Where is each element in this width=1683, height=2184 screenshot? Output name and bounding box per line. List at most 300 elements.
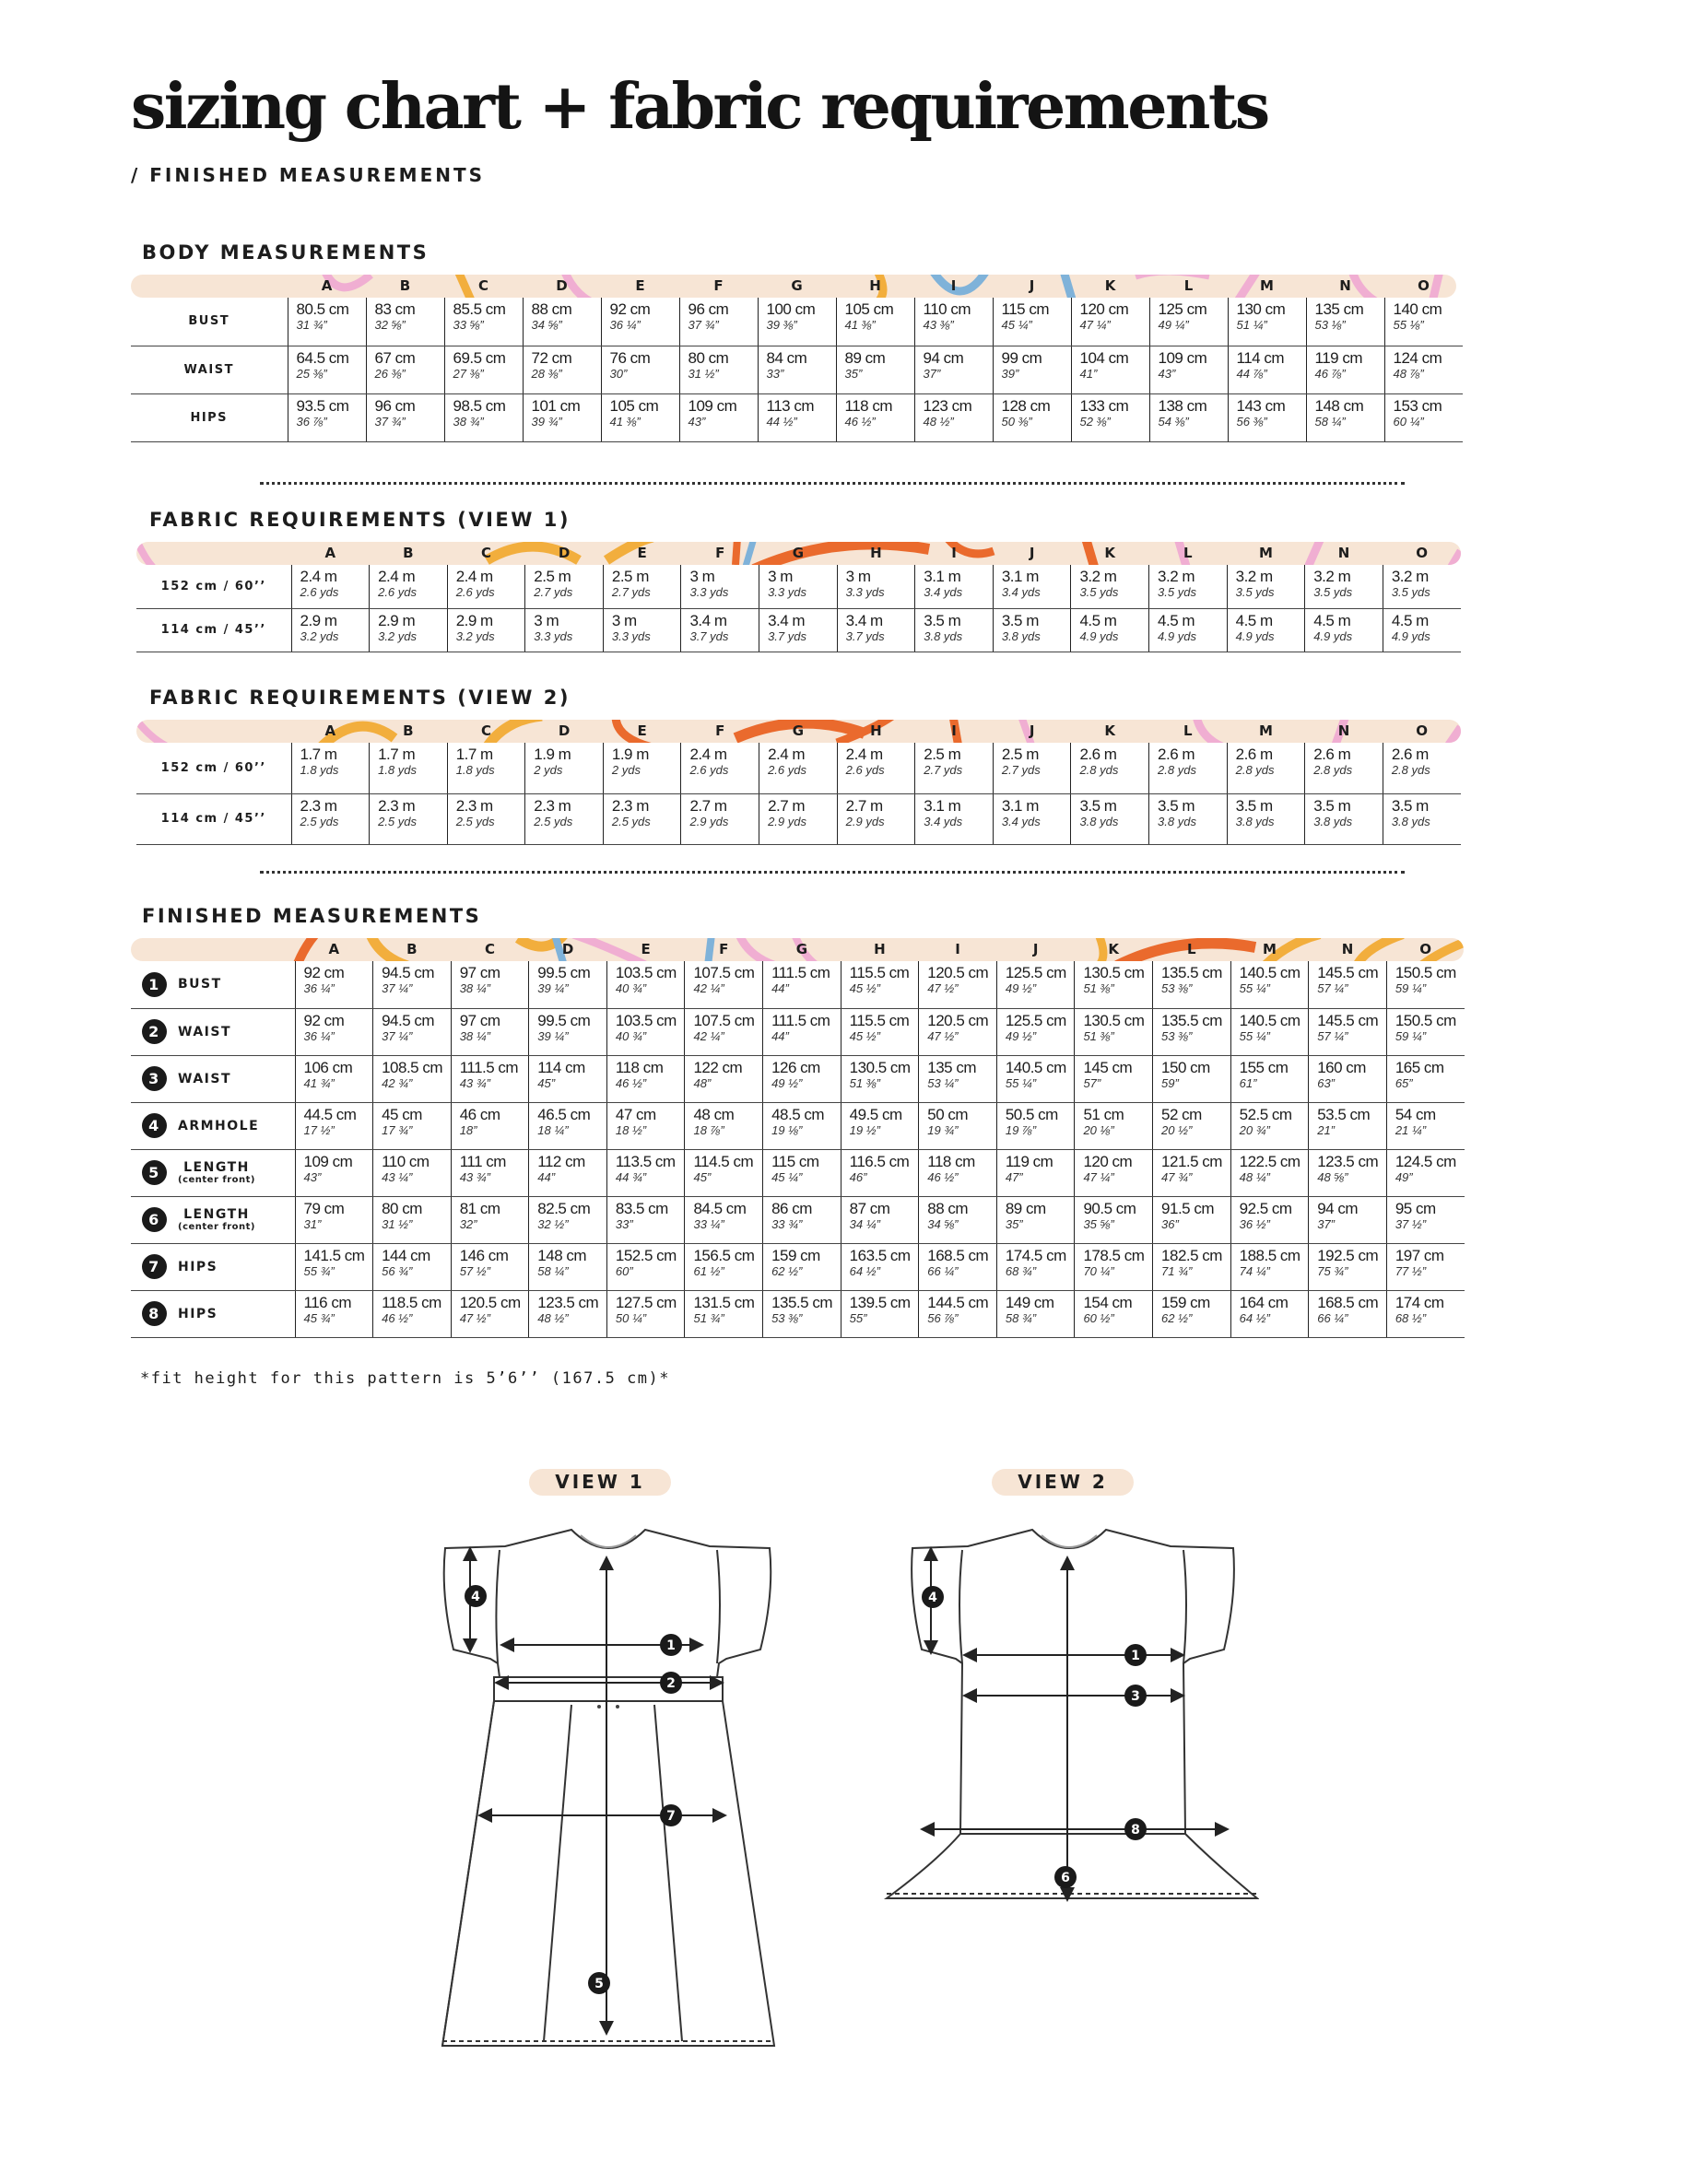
metric-value: 2.3 m bbox=[300, 796, 337, 815]
table-cell bbox=[1306, 393, 1384, 441]
size-header-label: N bbox=[1337, 545, 1350, 561]
metric-value: 3.4 m bbox=[689, 611, 727, 629]
metric-value: 2.5 m bbox=[1001, 746, 1039, 763]
metric-value: 3.5 m bbox=[1158, 796, 1195, 815]
row-label: HIPS bbox=[131, 393, 288, 441]
imperial-value: 59” bbox=[1161, 1075, 1179, 1090]
metric-value: 144.5 cm bbox=[927, 1293, 989, 1311]
table-cell bbox=[1230, 1008, 1309, 1055]
metric-value: 109 cm bbox=[1158, 348, 1207, 367]
imperial-value: 62 ½” bbox=[1161, 1310, 1193, 1325]
row-label bbox=[131, 1102, 295, 1149]
imperial-value: 3.3 yds bbox=[611, 628, 651, 643]
imperial-value: 55” bbox=[849, 1310, 867, 1325]
table-cell bbox=[841, 1290, 919, 1337]
imperial-value: 56 ⅞” bbox=[927, 1310, 959, 1325]
table-cell bbox=[291, 793, 370, 844]
imperial-value: 4.9 yds bbox=[1079, 628, 1119, 643]
table-cell bbox=[451, 1290, 529, 1337]
metric-value: 3.5 m bbox=[1235, 796, 1273, 815]
metric-value: 3.2 m bbox=[1235, 568, 1273, 585]
imperial-value: 47 ½” bbox=[459, 1310, 490, 1325]
table-cell bbox=[763, 1196, 842, 1243]
row-label: WAIST bbox=[131, 346, 288, 393]
imperial-value: 31 ¾” bbox=[296, 318, 327, 332]
imperial-value: 35 ⅝” bbox=[1083, 1216, 1114, 1231]
metric-value: 2.7 m bbox=[768, 796, 806, 815]
imperial-value: 32” bbox=[459, 1216, 477, 1231]
imperial-value: 3.5 yds bbox=[1313, 585, 1353, 599]
imperial-value: 41 ⅜” bbox=[609, 414, 641, 429]
metric-value: 2.7 m bbox=[845, 796, 883, 815]
imperial-value: 75 ¾” bbox=[1317, 1263, 1348, 1278]
metric-value: 150.5 cm bbox=[1395, 1011, 1456, 1029]
size-header-label: I bbox=[950, 277, 957, 294]
imperial-value: 74 ¼” bbox=[1239, 1263, 1270, 1278]
table-cell bbox=[366, 346, 444, 393]
imperial-value: 2.6 yds bbox=[768, 763, 806, 777]
table-cell bbox=[370, 743, 448, 793]
imperial-value: 2.6 yds bbox=[845, 763, 885, 777]
size-header-label: N bbox=[1337, 722, 1350, 739]
table-cell bbox=[1386, 1008, 1465, 1055]
table-cell bbox=[606, 961, 685, 1008]
imperial-value: 42 ¾” bbox=[382, 1075, 413, 1090]
metric-value: 105 cm bbox=[609, 396, 659, 415]
metric-value: 120 cm bbox=[1083, 1152, 1133, 1170]
metric-value: 154 cm bbox=[1083, 1293, 1133, 1311]
metric-value: 1.7 m bbox=[455, 746, 493, 763]
table-cell bbox=[993, 346, 1071, 393]
metric-value: 3.1 m bbox=[1001, 796, 1039, 815]
imperial-value: 60 ½” bbox=[1083, 1310, 1114, 1325]
table-cell bbox=[679, 393, 758, 441]
metric-value: 89 cm bbox=[844, 348, 886, 367]
size-header-label: C bbox=[480, 722, 491, 739]
metric-value: 95 cm bbox=[1395, 1199, 1436, 1217]
table-cell bbox=[606, 1196, 685, 1243]
imperial-value: 46 ½” bbox=[927, 1169, 959, 1184]
fabric-view1-table bbox=[136, 565, 1461, 652]
imperial-value: 36 ½” bbox=[1239, 1216, 1270, 1231]
imperial-value: 53 ⅜” bbox=[1161, 981, 1193, 995]
metric-value: 81 cm bbox=[459, 1199, 500, 1217]
table-cell bbox=[1230, 1196, 1309, 1243]
metric-value: 3.4 m bbox=[768, 611, 806, 629]
row-label: 114 cm / 45’’ bbox=[136, 793, 291, 844]
table-cell bbox=[1227, 608, 1305, 652]
metric-value: 121.5 cm bbox=[1161, 1152, 1222, 1170]
imperial-value: 48 ¼” bbox=[1239, 1169, 1270, 1184]
metric-value: 3.2 m bbox=[1391, 568, 1429, 585]
imperial-value: 2.8 yds bbox=[1391, 763, 1430, 777]
table-cell bbox=[1309, 1055, 1387, 1102]
table-cell bbox=[841, 1243, 919, 1290]
table-cell bbox=[1230, 1243, 1309, 1290]
table-cell bbox=[1149, 346, 1228, 393]
imperial-value: 70 ¼” bbox=[1083, 1263, 1114, 1278]
table-cell bbox=[919, 961, 997, 1008]
imperial-value: 18 ½” bbox=[615, 1122, 647, 1137]
metric-value: 2.6 m bbox=[1158, 746, 1195, 763]
metric-value: 100 cm bbox=[766, 300, 816, 318]
table-cell bbox=[763, 1055, 842, 1102]
metric-value: 133 cm bbox=[1079, 396, 1129, 415]
imperial-value: 57 ½” bbox=[459, 1263, 490, 1278]
imperial-value: 37 ¾” bbox=[374, 414, 406, 429]
imperial-value: 33 ⅝” bbox=[453, 318, 484, 332]
table-cell bbox=[1075, 1055, 1153, 1102]
metric-value: 174.5 cm bbox=[1005, 1246, 1066, 1264]
table-cell bbox=[996, 1196, 1075, 1243]
imperial-value: 19 ½” bbox=[849, 1122, 880, 1137]
metric-value: 3.5 m bbox=[1079, 796, 1117, 815]
imperial-value: 36 ⅞” bbox=[296, 414, 327, 429]
imperial-value: 56 ⅜” bbox=[1236, 414, 1267, 429]
imperial-value: 49” bbox=[1395, 1169, 1413, 1184]
marker-label: 4 bbox=[928, 1591, 937, 1605]
metric-value: 80 cm bbox=[688, 348, 729, 367]
table-cell bbox=[685, 1196, 763, 1243]
metric-value: 4.5 m bbox=[1313, 611, 1351, 629]
imperial-value: 36 ¼” bbox=[303, 981, 335, 995]
table-cell bbox=[601, 393, 679, 441]
size-header-label: I bbox=[955, 941, 960, 957]
metric-value: 145.5 cm bbox=[1317, 1011, 1379, 1029]
size-header-label: D bbox=[558, 545, 571, 561]
metric-value: 122 cm bbox=[693, 1058, 743, 1076]
imperial-value: 45 ¼” bbox=[1001, 318, 1032, 332]
imperial-value: 39 ¼” bbox=[537, 981, 569, 995]
imperial-value: 4.9 yds bbox=[1158, 628, 1196, 643]
table-cell bbox=[451, 1102, 529, 1149]
table-cell bbox=[1386, 961, 1465, 1008]
imperial-value: 31 ½” bbox=[382, 1216, 413, 1231]
table-cell bbox=[447, 565, 525, 608]
table-cell bbox=[1305, 608, 1383, 652]
metric-value: 140.5 cm bbox=[1005, 1058, 1066, 1076]
imperial-value: 3.5 yds bbox=[1079, 585, 1119, 599]
row-label-text bbox=[178, 1160, 255, 1185]
metric-value: 2.6 m bbox=[1313, 746, 1351, 763]
metric-value: 104 cm bbox=[1079, 348, 1129, 367]
metric-value: 138 cm bbox=[1158, 396, 1207, 415]
metric-value: 2.6 m bbox=[1079, 746, 1117, 763]
table-cell bbox=[1230, 1055, 1309, 1102]
row-label bbox=[131, 961, 295, 1008]
table-cell bbox=[523, 298, 601, 346]
imperial-value: 49 ½” bbox=[1005, 981, 1037, 995]
metric-value: 80.5 cm bbox=[296, 300, 349, 318]
metric-value: 2.5 m bbox=[534, 568, 571, 585]
imperial-value: 60” bbox=[615, 1263, 633, 1278]
size-header-label: N bbox=[1341, 941, 1354, 957]
fabric-view2-section bbox=[136, 687, 1461, 845]
row-label-text bbox=[178, 1207, 255, 1232]
table-cell bbox=[996, 1008, 1075, 1055]
imperial-value: 46 ½” bbox=[615, 1075, 647, 1090]
table-cell bbox=[841, 1149, 919, 1196]
table-cell bbox=[1309, 1196, 1387, 1243]
imperial-value: 47 ¾” bbox=[1161, 1169, 1193, 1184]
table-cell bbox=[681, 608, 759, 652]
table-cell bbox=[685, 1243, 763, 1290]
imperial-value: 3.5 yds bbox=[1235, 585, 1275, 599]
size-header-label: G bbox=[792, 545, 805, 561]
imperial-value: 3.8 yds bbox=[1391, 814, 1430, 828]
metric-value: 111.5 cm bbox=[459, 1058, 519, 1076]
imperial-value: 49 ¼” bbox=[1158, 318, 1189, 332]
metric-value: 113 cm bbox=[766, 396, 814, 415]
table-cell bbox=[758, 298, 836, 346]
imperial-value: 17 ½” bbox=[303, 1122, 335, 1137]
imperial-value: 19 ⅛” bbox=[771, 1122, 803, 1137]
table-cell bbox=[529, 1290, 607, 1337]
table-cell bbox=[1071, 608, 1149, 652]
imperial-value: 2.8 yds bbox=[1079, 763, 1119, 777]
table-cell bbox=[1228, 393, 1306, 441]
size-header-label: H bbox=[870, 722, 882, 739]
size-header-band bbox=[136, 542, 1461, 565]
table-cell bbox=[603, 565, 681, 608]
size-header-label: F bbox=[719, 941, 729, 957]
imperial-value: 45 ¾” bbox=[303, 1310, 335, 1325]
table-cell bbox=[1384, 393, 1463, 441]
metric-value: 44.5 cm bbox=[303, 1105, 357, 1123]
view1-label: VIEW 1 bbox=[529, 1469, 671, 1496]
size-header-label: L bbox=[1183, 545, 1193, 561]
table-cell bbox=[291, 565, 370, 608]
metric-value: 130.5 cm bbox=[849, 1058, 911, 1076]
size-header-label: B bbox=[403, 545, 414, 561]
table-row bbox=[136, 793, 1461, 844]
imperial-value: 50 ¼” bbox=[615, 1310, 647, 1325]
imperial-value: 37 ¼” bbox=[382, 981, 413, 995]
metric-value: 2.3 m bbox=[455, 796, 493, 815]
imperial-value: 2.7 yds bbox=[924, 763, 963, 777]
table-cell bbox=[366, 298, 444, 346]
row-label: 152 cm / 60’’ bbox=[136, 565, 291, 608]
imperial-value: 3.8 yds bbox=[1079, 814, 1119, 828]
imperial-value: 48 ⅞” bbox=[1393, 366, 1424, 381]
view2-label: VIEW 2 bbox=[992, 1469, 1134, 1496]
imperial-value: 65” bbox=[1395, 1075, 1413, 1090]
table-cell bbox=[291, 743, 370, 793]
metric-value: 64.5 cm bbox=[296, 348, 349, 367]
imperial-value: 47 ½” bbox=[927, 1028, 959, 1043]
size-header-label: N bbox=[1339, 277, 1351, 294]
imperial-value: 47 ½” bbox=[927, 981, 959, 995]
table-cell bbox=[685, 1055, 763, 1102]
metric-value: 159 cm bbox=[1161, 1293, 1210, 1311]
row-label: BUST bbox=[131, 298, 288, 346]
size-header-label: I bbox=[951, 722, 957, 739]
imperial-value: 63” bbox=[1317, 1075, 1336, 1090]
table-cell bbox=[996, 1055, 1075, 1102]
metric-value: 126 cm bbox=[771, 1058, 820, 1076]
imperial-value: 3.3 yds bbox=[689, 585, 729, 599]
size-header-label: B bbox=[406, 941, 418, 957]
size-labels bbox=[291, 542, 1461, 565]
table-cell bbox=[996, 1149, 1075, 1196]
metric-value: 94.5 cm bbox=[382, 1011, 435, 1029]
metric-value: 4.5 m bbox=[1391, 611, 1429, 629]
metric-value: 118 cm bbox=[615, 1058, 664, 1076]
measurement-number-badge: 2 bbox=[142, 1019, 167, 1044]
metric-value: 2.3 m bbox=[534, 796, 571, 815]
imperial-value: 43 ¾” bbox=[459, 1169, 490, 1184]
metric-value: 114 cm bbox=[1236, 348, 1284, 367]
metric-value: 2.4 m bbox=[768, 746, 806, 763]
dotted-divider bbox=[260, 871, 1405, 874]
size-header-label: K bbox=[1104, 545, 1116, 561]
metric-value: 141.5 cm bbox=[303, 1246, 365, 1264]
metric-value: 127.5 cm bbox=[615, 1293, 677, 1311]
metric-value: 2.5 m bbox=[924, 746, 961, 763]
size-header-label: L bbox=[1187, 941, 1196, 957]
metric-value: 135.5 cm bbox=[1161, 1011, 1222, 1029]
metric-value: 140.5 cm bbox=[1239, 1011, 1300, 1029]
table-cell bbox=[451, 1149, 529, 1196]
table-cell bbox=[1149, 298, 1228, 346]
imperial-value: 51 ⅜” bbox=[1083, 981, 1114, 995]
metric-value: 52 cm bbox=[1161, 1105, 1202, 1123]
metric-value: 109 cm bbox=[688, 396, 737, 415]
metric-value: 140 cm bbox=[1393, 300, 1442, 318]
imperial-value: 33” bbox=[615, 1216, 633, 1231]
table-cell bbox=[763, 1102, 842, 1149]
table-cell bbox=[1309, 1102, 1387, 1149]
imperial-value: 35” bbox=[1005, 1216, 1023, 1231]
table-cell bbox=[529, 1008, 607, 1055]
imperial-value: 50 ⅜” bbox=[1001, 414, 1032, 429]
metric-value: 118 cm bbox=[927, 1152, 975, 1170]
metric-value: 130.5 cm bbox=[1083, 964, 1145, 981]
metric-value: 145 cm bbox=[1083, 1058, 1133, 1076]
table-cell bbox=[836, 393, 914, 441]
imperial-value: 18 ¼” bbox=[537, 1122, 569, 1137]
table-cell bbox=[295, 1008, 373, 1055]
metric-value: 109 cm bbox=[303, 1152, 353, 1170]
metric-value: 3.2 m bbox=[1158, 568, 1195, 585]
imperial-value: 57 ¼” bbox=[1317, 1028, 1348, 1043]
table-cell bbox=[1228, 346, 1306, 393]
finished-measurements-section bbox=[131, 905, 1464, 1338]
table-cell bbox=[919, 1290, 997, 1337]
table-cell bbox=[1309, 1290, 1387, 1337]
table-cell bbox=[603, 793, 681, 844]
table-cell bbox=[1383, 565, 1461, 608]
imperial-value: 47 ¼” bbox=[1083, 1169, 1114, 1184]
metric-value: 2.5 m bbox=[611, 568, 649, 585]
metric-value: 111.5 cm bbox=[771, 964, 830, 981]
imperial-value: 18” bbox=[459, 1122, 477, 1137]
table-cell bbox=[1309, 1243, 1387, 1290]
size-header-label: M bbox=[1260, 277, 1274, 294]
metric-value: 2.4 m bbox=[378, 568, 416, 585]
imperial-value: 2.7 yds bbox=[1001, 763, 1041, 777]
metric-value: 4.5 m bbox=[1235, 611, 1273, 629]
imperial-value: 1.8 yds bbox=[455, 763, 495, 777]
imperial-value: 3.8 yds bbox=[1001, 628, 1041, 643]
size-header-label: J bbox=[1032, 941, 1039, 957]
row-label-main: WAIST bbox=[178, 1024, 231, 1039]
imperial-value: 34 ¼” bbox=[849, 1216, 880, 1231]
metric-value: 111 cm bbox=[459, 1152, 506, 1170]
metric-value: 82.5 cm bbox=[537, 1199, 591, 1217]
table-cell bbox=[1153, 1196, 1231, 1243]
table-cell bbox=[1153, 1008, 1231, 1055]
measurement-number-badge: 8 bbox=[142, 1301, 167, 1326]
table-cell bbox=[1071, 298, 1149, 346]
table-cell bbox=[914, 298, 993, 346]
imperial-value: 20 ¾” bbox=[1239, 1122, 1270, 1137]
row-label bbox=[131, 1290, 295, 1337]
table-cell bbox=[841, 961, 919, 1008]
imperial-value: 58 ¼” bbox=[1314, 414, 1346, 429]
table-cell bbox=[606, 1102, 685, 1149]
imperial-value: 43” bbox=[688, 414, 706, 429]
metric-value: 46 cm bbox=[459, 1105, 500, 1123]
imperial-value: 38 ¾” bbox=[453, 414, 484, 429]
imperial-value: 46 ⅞” bbox=[1314, 366, 1346, 381]
size-header-label: F bbox=[713, 277, 724, 294]
imperial-value: 25 ⅜” bbox=[296, 366, 327, 381]
imperial-value: 27 ⅜” bbox=[453, 366, 484, 381]
size-header-label: E bbox=[635, 277, 645, 294]
imperial-value: 49 ½” bbox=[771, 1075, 803, 1090]
size-header-label: I bbox=[951, 545, 957, 561]
table-cell bbox=[1305, 743, 1383, 793]
imperial-value: 48 ½” bbox=[537, 1310, 569, 1325]
table-cell bbox=[1227, 743, 1305, 793]
imperial-value: 3.4 yds bbox=[924, 814, 963, 828]
imperial-value: 45” bbox=[537, 1075, 556, 1090]
table-cell bbox=[1149, 608, 1228, 652]
measurement-number-badge: 1 bbox=[142, 972, 167, 997]
imperial-value: 36” bbox=[1161, 1216, 1179, 1231]
table-row bbox=[131, 1055, 1465, 1102]
size-header-label: G bbox=[791, 277, 803, 294]
imperial-value: 62 ½” bbox=[771, 1263, 803, 1278]
imperial-value: 42 ¼” bbox=[693, 1028, 724, 1043]
size-header-label: K bbox=[1104, 277, 1116, 294]
table-cell bbox=[529, 1055, 607, 1102]
metric-value: 116.5 cm bbox=[849, 1152, 910, 1170]
size-header-band bbox=[136, 720, 1461, 743]
marker-label: 6 bbox=[1061, 1871, 1070, 1885]
imperial-value: 47 ¼” bbox=[1079, 318, 1111, 332]
metric-value: 116 cm bbox=[303, 1293, 351, 1311]
imperial-value: 3.2 yds bbox=[455, 628, 495, 643]
imperial-value: 39 ¼” bbox=[537, 1028, 569, 1043]
metric-value: 96 cm bbox=[374, 396, 416, 415]
marker-label: 5 bbox=[594, 1977, 604, 1991]
imperial-value: 32 ½” bbox=[537, 1216, 569, 1231]
table-cell bbox=[603, 608, 681, 652]
size-header-label: E bbox=[637, 722, 647, 739]
table-cell bbox=[1228, 298, 1306, 346]
row-label-text bbox=[178, 1072, 231, 1086]
table-cell bbox=[1230, 1290, 1309, 1337]
table-cell bbox=[451, 1196, 529, 1243]
metric-value: 139.5 cm bbox=[849, 1293, 911, 1311]
table-cell bbox=[685, 1102, 763, 1149]
metric-value: 115 cm bbox=[1001, 300, 1049, 318]
imperial-value: 2.8 yds bbox=[1313, 763, 1353, 777]
metric-value: 84 cm bbox=[766, 348, 807, 367]
table-cell bbox=[1071, 346, 1149, 393]
